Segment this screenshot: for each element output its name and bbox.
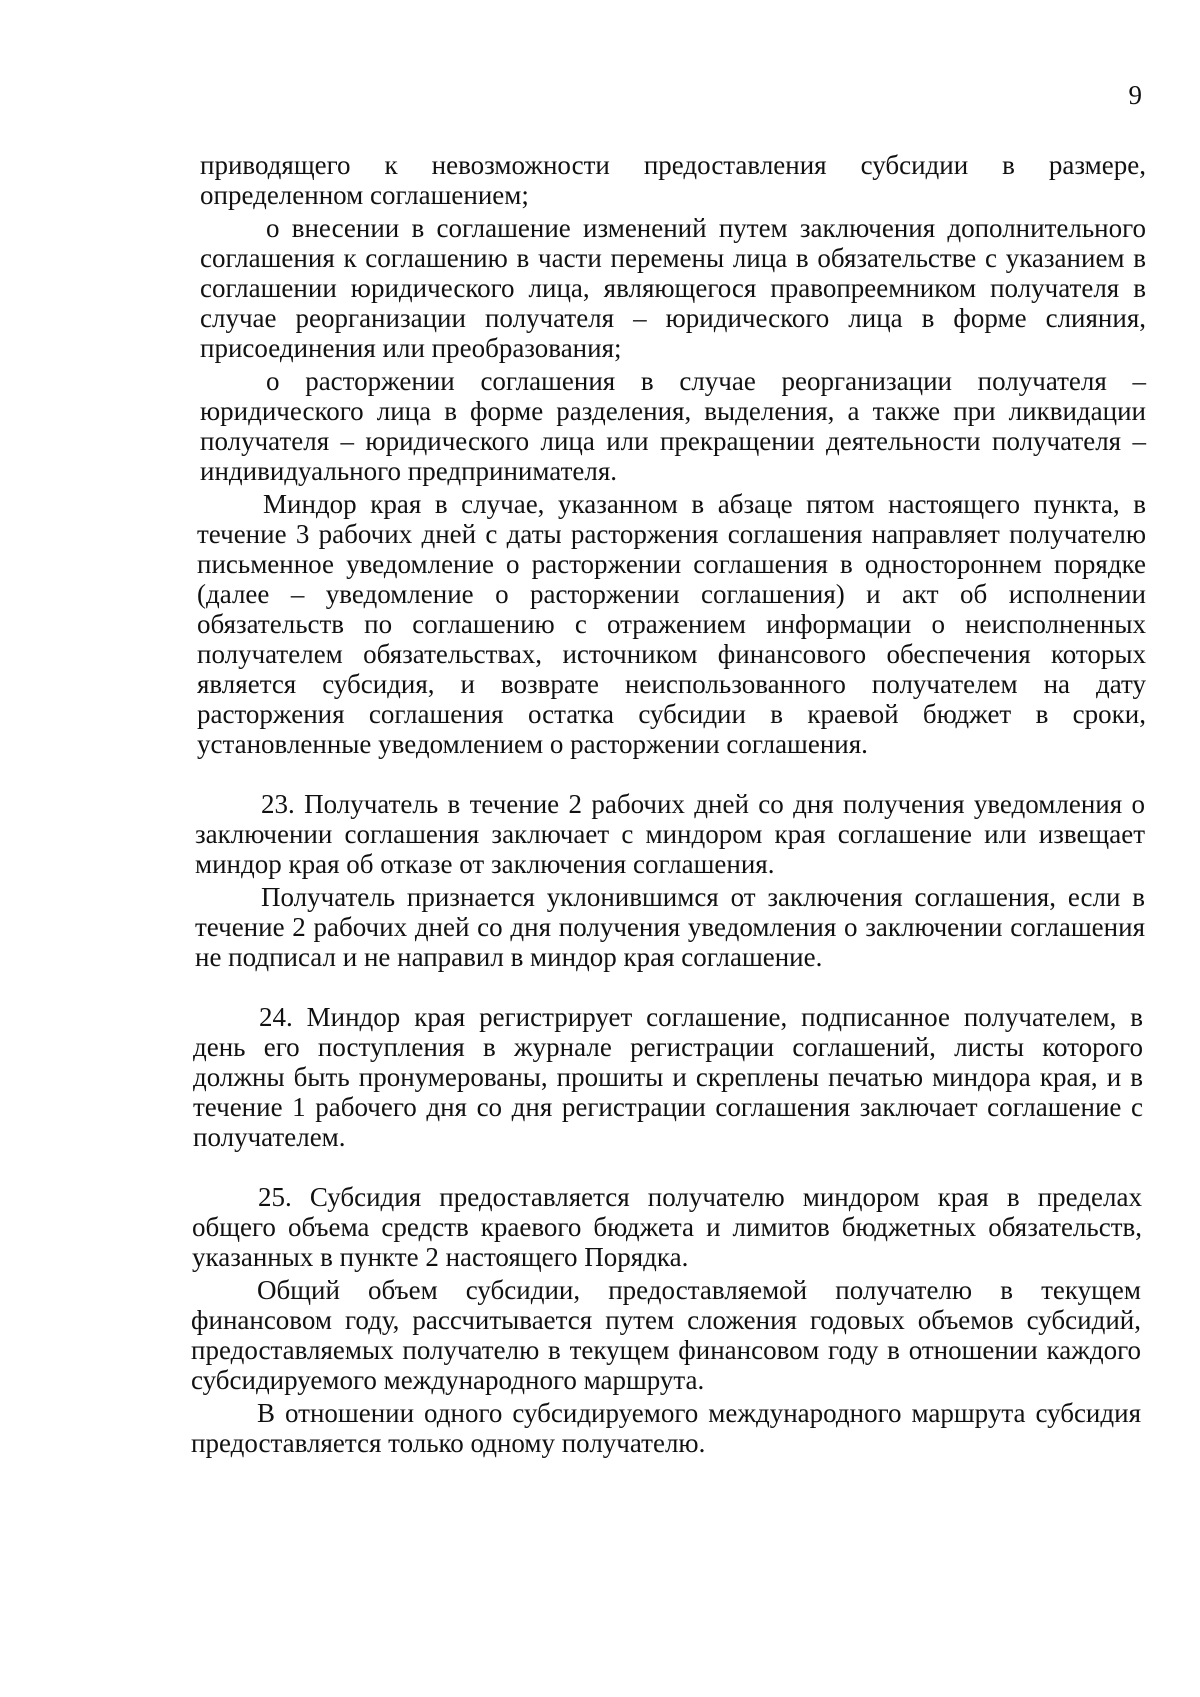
paragraph-9: Общий объем субсидии, предоставляемой получателю в текущем финансовом году, рассчитывается путем сложения годовых объемов субсидий, предоставляемых получателю в текущем финансовом году в отношении каждого субсидируемого международного маршрута. [191,1275,1141,1395]
paragraph-6: Получатель признается уклонившимся от заключения соглашения, если в течение 2 рабочих дней со дня получения уведомления о заключении соглашения не подписал и не направил в миндор края соглашение. [195,882,1145,972]
paragraph-4: Миндор края в случае, указанном в абзаце пятом настоящего пункта, в течение 3 рабочих дней с даты расторжения соглашения направляет получателю письменное уведомление о расторжении соглашения в одностороннем порядке (далее – уведомление о расторжении соглашения) и акт об исполнении обязательств по соглашению с отражением информации о неисполненных получателем обязательствах, источником финансового обеспечения которых является субсидия, и возврате неиспользованного получателем на дату расторжения соглашения остатка субсидии в краевой бюджет в сроки, установленные уведомлением о расторжении соглашения. [197,489,1146,759]
paragraph-8: 25. Субсидия предоставляется получателю миндором края в пределах общего объема средств краевого бюджета и лимитов бюджетных обязательств, указанных в пункте 2 настоящего Порядка. [192,1182,1142,1272]
paragraph-1: приводящего к невозможности предоставления субсидии в размере, определенном соглашением; [200,150,1146,210]
paragraph-5: 23. Получатель в течение 2 рабочих дней со дня получения уведомления о заключении соглашения заключает с миндором края соглашение или извещает миндор края об отказе от заключения соглашения. [195,789,1145,879]
paragraph-2: о внесении в соглашение изменений путем заключения дополнительного соглашения к соглашению в части перемены лица в обязательстве с указанием в соглашении юридического лица, являющегося правопреемником получателя в случае реорганизации получателя – юридического лица в форме слияния, присоединения или преобразования; [200,213,1146,363]
paragraph-10: В отношении одного субсидируемого международного маршрута субсидия предоставляется только одному получателю. [191,1398,1141,1458]
page-number: 9 [1128,80,1142,110]
page-body [0,150,1200,1458]
paragraph-3: о расторжении соглашения в случае реорганизации получателя – юридического лица в форме разделения, выделения, а также при ликвидации получателя – юридического лица или прекращении деятельности получателя – индивидуального предпринимателя. [200,366,1146,486]
paragraph-7: 24. Миндор края регистрирует соглашение, подписанное получателем, в день его поступления в журнале регистрации соглашений, листы которого должны быть пронумерованы, прошиты и скреплены печатью миндора края, и в течение 1 рабочего дня со дня регистрации соглашения заключает соглашение с получателем. [193,1002,1143,1152]
